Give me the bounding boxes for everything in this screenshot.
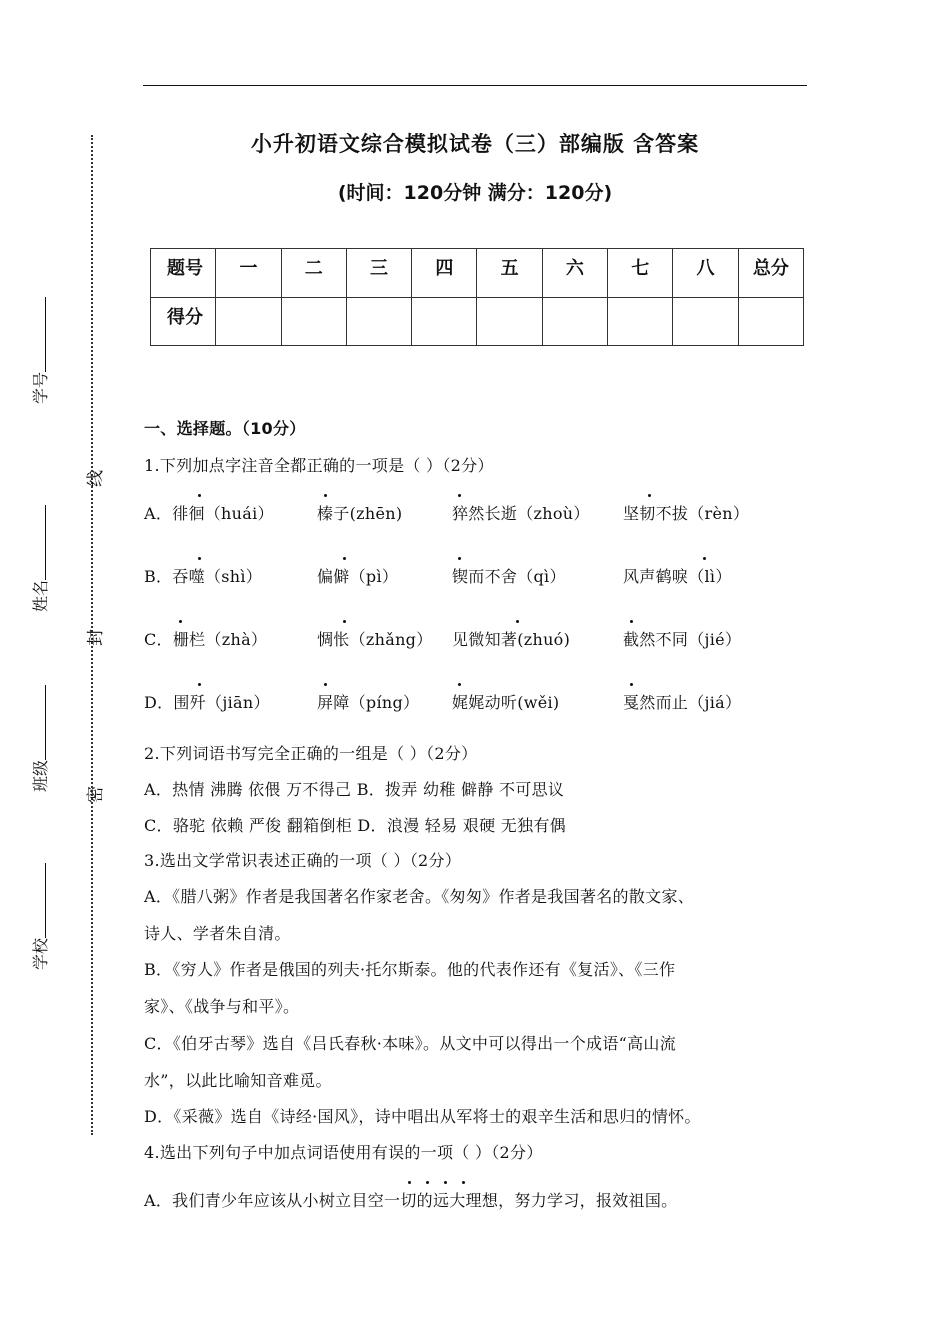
score-header-cell: 七 bbox=[608, 249, 673, 298]
q1-option-c-2: 惆怅（zhǎng） bbox=[317, 630, 433, 649]
score-header-cell: 总分 bbox=[738, 249, 803, 298]
score-cell[interactable] bbox=[346, 297, 411, 346]
q1-option-b-3: 锲而不舍（qì） bbox=[452, 567, 566, 586]
emphasis-dot bbox=[426, 1181, 429, 1184]
score-cell[interactable] bbox=[608, 297, 673, 346]
score-cell[interactable] bbox=[477, 297, 542, 346]
emphasis-dot bbox=[198, 683, 201, 686]
q3-line: B．《穷人》作者是俄国的列夫·托尔斯泰。他的代表作还有《复活》、《三作 bbox=[144, 960, 676, 979]
emphasis-dot bbox=[324, 683, 327, 686]
q1-option-c-1: C．栅栏（zhà） bbox=[144, 630, 268, 649]
q3-line: C．《伯牙古琴》选自《吕氏春秋·本味》。从文中可以得出一个成语“高山流 bbox=[144, 1034, 677, 1053]
q1-option-d-2: 屏障（píng） bbox=[317, 693, 420, 712]
score-cell[interactable] bbox=[281, 297, 346, 346]
q1-option-c-3: 见微知著(zhuó) bbox=[452, 630, 571, 649]
q1-option-b-4: 风声鹤唳（lì） bbox=[623, 567, 732, 586]
q1-option-d-4: 戛然而止（jiá） bbox=[623, 693, 742, 712]
score-cell[interactable] bbox=[542, 297, 607, 346]
emphasis-dot bbox=[198, 494, 201, 497]
q1-option-d-1: D．围歼（jiān） bbox=[144, 693, 270, 712]
q1-option-a-3: 猝然长逝（zhoù） bbox=[452, 504, 590, 523]
q1-option-b-1: B．吞噬（shì） bbox=[144, 567, 263, 586]
emphasis-dot bbox=[198, 557, 201, 560]
class-label: 班级 bbox=[31, 759, 50, 792]
score-header-cell: 八 bbox=[673, 249, 738, 298]
emphasis-dot bbox=[343, 557, 346, 560]
school-label: 学校 bbox=[31, 937, 50, 970]
binding-char-xian: 线 bbox=[86, 470, 106, 487]
score-cell[interactable] bbox=[216, 297, 281, 346]
score-row-label: 得分 bbox=[151, 297, 216, 346]
score-header-cell: 五 bbox=[477, 249, 542, 298]
name-field bbox=[28, 505, 51, 612]
q1-option-a-2: 榛子(zhēn) bbox=[317, 504, 403, 523]
school-field bbox=[28, 863, 51, 970]
emphasis-dot bbox=[630, 683, 633, 686]
score-table bbox=[150, 248, 804, 346]
score-header-cell: 六 bbox=[542, 249, 607, 298]
header-rule bbox=[143, 85, 807, 86]
school-blank[interactable] bbox=[31, 863, 46, 938]
emphasis-dot bbox=[648, 494, 651, 497]
question-3-stem: 3.选出文学常识表述正确的一项（ ）（2分） bbox=[144, 851, 462, 870]
class-field bbox=[28, 685, 51, 792]
q1-option-c-4: 截然不同（jié） bbox=[623, 630, 742, 649]
score-header-cell: 二 bbox=[281, 249, 346, 298]
binding-char-mi: 密 bbox=[86, 786, 106, 803]
score-header-cell: 题号 bbox=[151, 249, 216, 298]
question-2-stem: 2.下列词语书写完全正确的一组是（ ）（2分） bbox=[144, 744, 478, 763]
q2-options-cd: C．骆驼 依赖 严俊 翻箱倒柜 D．浪漫 轻易 艰硬 无独有偶 bbox=[144, 816, 566, 835]
score-table-header-row bbox=[151, 249, 804, 298]
exam-title: 小升初语文综合模拟试卷（三）部编版 含答案 bbox=[250, 132, 700, 156]
q3-line: 家》、《战争与和平》。 bbox=[144, 997, 300, 1016]
emphasis-dot bbox=[703, 557, 706, 560]
student-id-label: 学号 bbox=[31, 371, 50, 404]
class-blank[interactable] bbox=[31, 685, 46, 760]
score-header-cell: 三 bbox=[346, 249, 411, 298]
emphasis-dot bbox=[630, 620, 633, 623]
score-header-cell: 一 bbox=[216, 249, 281, 298]
emphasis-dot bbox=[179, 620, 182, 623]
question-1-stem: 1.下列加点字注音全都正确的一项是（ ）（2分） bbox=[144, 456, 494, 475]
q1-option-b-2: 偏僻（pì） bbox=[317, 567, 399, 586]
q3-line: 水”，以此比喻知音难觅。 bbox=[144, 1071, 332, 1090]
binding-char-feng: 封 bbox=[86, 629, 106, 646]
score-cell[interactable] bbox=[412, 297, 477, 346]
emphasis-dot bbox=[343, 620, 346, 623]
name-label: 姓名 bbox=[31, 579, 50, 612]
emphasis-dot bbox=[458, 557, 461, 560]
score-header-cell: 四 bbox=[412, 249, 477, 298]
exam-subtitle: (时间：120分钟 满分：120分) bbox=[337, 182, 613, 204]
emphasis-dot bbox=[324, 494, 327, 497]
q3-line: D．《采薇》选自《诗经·国风》，诗中唱出从军将士的艰辛生活和思归的情怀。 bbox=[144, 1107, 701, 1126]
emphasis-dot bbox=[444, 1181, 447, 1184]
emphasis-dot bbox=[516, 620, 519, 623]
q3-line: 诗人、学者朱自清。 bbox=[144, 924, 291, 943]
student-id-blank[interactable] bbox=[31, 297, 46, 372]
name-blank[interactable] bbox=[31, 505, 46, 580]
question-4-stem: 4.选出下列句子中加点词语使用有误的一项（ ）（2分） bbox=[144, 1143, 543, 1162]
student-id-field bbox=[28, 297, 51, 404]
emphasis-dot bbox=[458, 683, 461, 686]
score-table-score-row bbox=[151, 297, 804, 346]
q4-option-a: A．我们青少年应该从小树立目空一切的远大理想，努力学习，报效祖国。 bbox=[144, 1191, 678, 1210]
q1-option-d-3: 娓娓动听(wěi) bbox=[452, 693, 560, 712]
q1-option-a-1: A．徘徊（huái） bbox=[144, 504, 274, 523]
q2-options-ab: A．热情 沸腾 依偎 万不得己 B．拨弄 幼稚 僻静 不可思议 bbox=[144, 780, 565, 799]
q3-line: A．《腊八粥》作者是我国著名作家老舍。《匆匆》作者是我国著名的散文家、 bbox=[144, 887, 695, 906]
emphasis-dot bbox=[408, 1181, 411, 1184]
score-cell[interactable] bbox=[738, 297, 803, 346]
score-cell[interactable] bbox=[673, 297, 738, 346]
section-heading: 一、选择题。（10分） bbox=[144, 419, 306, 438]
emphasis-dot bbox=[462, 1181, 465, 1184]
q1-option-a-4: 坚韧不拔（rèn） bbox=[623, 504, 750, 523]
emphasis-dot bbox=[458, 494, 461, 497]
